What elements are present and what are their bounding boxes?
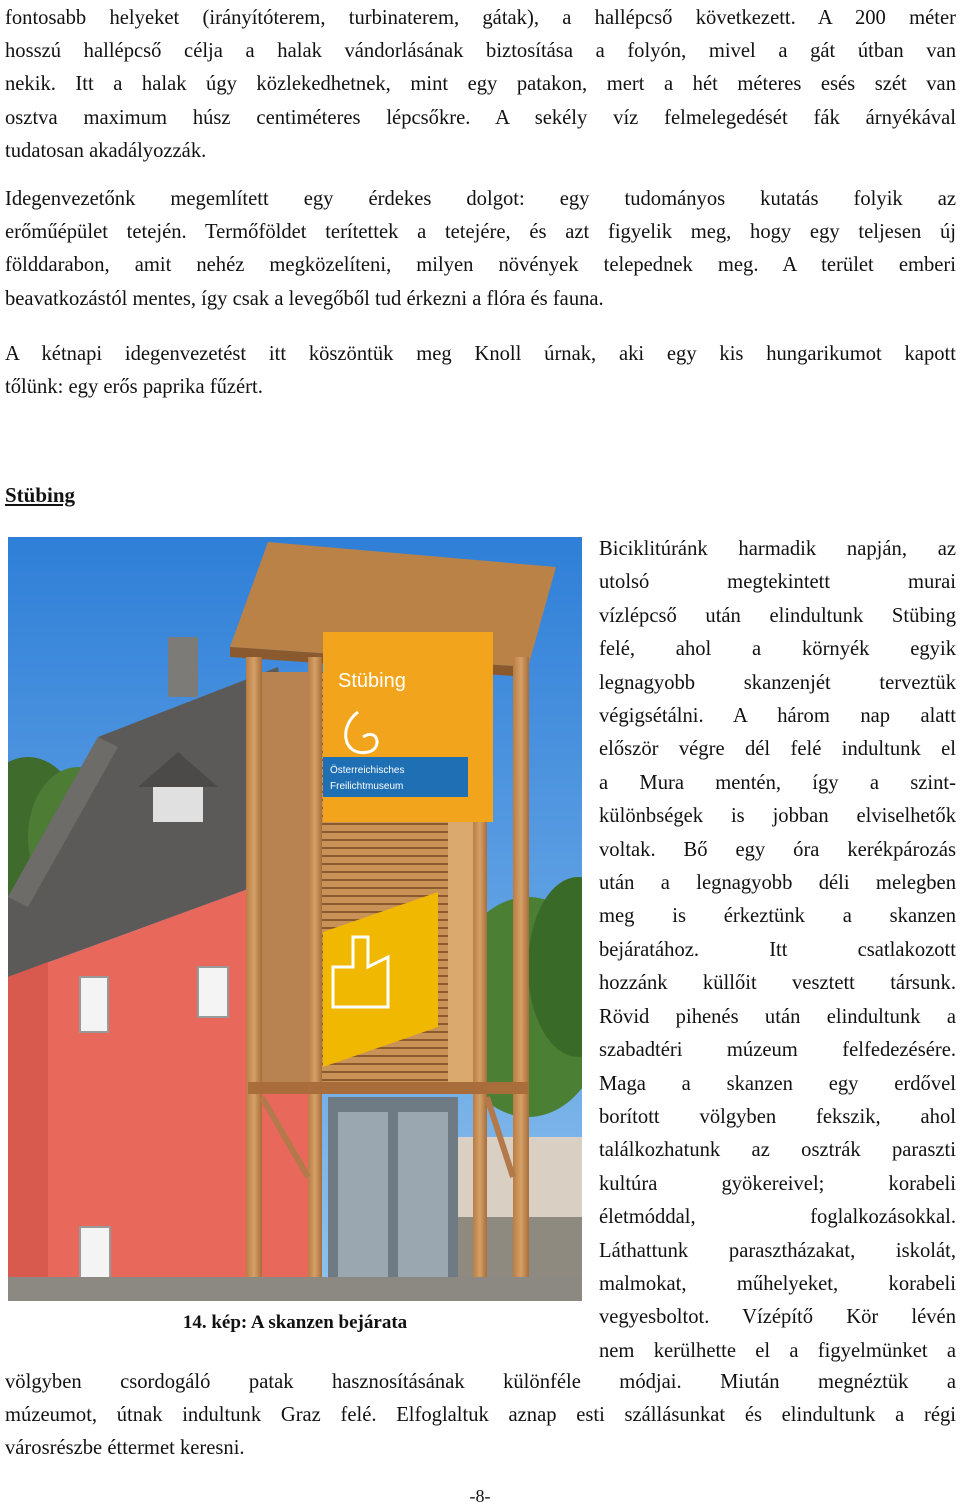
sign-subtext: Freilichtmuseum xyxy=(330,781,404,792)
text-line: vízlépcső után elindultunk Stübing xyxy=(599,604,956,627)
text-line: földdarabon, amit nehéz megközelíteni, milyen növények telepednek meg. A terület emberi xyxy=(5,254,956,277)
sign-text: Stübing xyxy=(338,670,406,692)
text-line: hozzánk küllőit vesztett társunk. xyxy=(599,972,956,995)
text-line: a Mura mentén, így a szint- xyxy=(599,771,956,794)
text-line: voltak. Bő egy óra kerékpározás xyxy=(599,838,956,861)
text-line: Láthattunk parasztházakat, iskolát, xyxy=(599,1239,956,1262)
text-line: borított völgyben fekszik, ahol xyxy=(599,1105,956,1128)
text-line: találkozhatunk az osztrák paraszti xyxy=(599,1139,956,1162)
paragraph-research xyxy=(5,183,956,316)
text-line: tőlünk: egy erős paprika fűzért. xyxy=(5,376,263,399)
text-line: Biciklitúránk harmadik napján, az xyxy=(599,538,956,560)
text-line: erőműépület tetején. Termőföldet terítettek a tetejére, és azt figyelik meg, hogy egy teljesen új xyxy=(5,221,956,244)
text-line: nem kerülhette el a figyelmünket a xyxy=(599,1339,956,1362)
text-line: fontosabb helyeket (irányítóterem, turbinaterem, gátak), a hallépcső következett. A 200 méter xyxy=(5,7,956,29)
section-heading: Stübing xyxy=(5,483,76,507)
side-column-text xyxy=(599,533,956,1368)
paragraph-intro xyxy=(5,2,956,168)
photo-illustration xyxy=(8,537,582,1301)
paragraph-thanks xyxy=(5,338,956,404)
text-line: Idegenvezetőnk megemlített egy érdekes dolgot: egy tudományos kutatás folyik az xyxy=(5,188,956,210)
sign-subtext: Österreichisches xyxy=(330,765,405,776)
text-line: először végre dél felé indultunk el xyxy=(599,738,956,761)
text-line: osztva maximum húsz centiméteres lépcsőkre. A sekély víz felmelegedését fák árnyékával xyxy=(5,106,956,129)
text-line: kultúra gyökereivel; korabeli xyxy=(599,1172,956,1195)
text-line: felé, ahol a környék egyik xyxy=(599,638,956,661)
text-line: szabadtéri múzeum felfedezésére. xyxy=(599,1039,956,1062)
text-line: vegyesboltot. Vízépítő Kör lévén xyxy=(599,1306,956,1329)
text-line: nekik. Itt a halak úgy közlekedhetnek, mint egy patakon, mert a hét méteres esés szét van xyxy=(5,73,956,96)
text-line: legnagyobb skanzenjét terveztük xyxy=(599,671,956,694)
text-line: beavatkozástól mentes, így csak a levegőből tud érkezni a flóra és fauna. xyxy=(5,287,604,310)
figure-caption: 14. kép: A skanzen bejárata xyxy=(182,1312,408,1333)
text-line: malmokat, műhelyeket, korabeli xyxy=(599,1272,956,1295)
text-line: meg is érkeztünk a skanzen xyxy=(599,905,956,928)
text-line: A kétnapi idegenvezetést itt köszöntük meg Knoll úrnak, aki egy kis hungarikumot kapott xyxy=(5,343,956,365)
text-line: utolsó megtekintett murai xyxy=(599,571,956,594)
text-line: végigsétálni. A három nap alatt xyxy=(599,705,956,728)
text-line: bejáratához. Itt csatlakozott xyxy=(599,938,956,961)
museum-entrance-photo xyxy=(8,537,582,1301)
text-line: életmóddal, foglalkozásokkal. xyxy=(599,1206,956,1229)
text-line: városrészbe éttermet keresni. xyxy=(5,1437,245,1460)
text-line: különbségek is jobban elviselhetők xyxy=(599,805,956,828)
page-number: -8- xyxy=(469,1486,491,1506)
text-line: tudatosan akadályozzák. xyxy=(5,139,207,162)
text-line: völgyben csordogáló patak hasznosításának különféle módjai. Miután megnéztük a xyxy=(5,1371,956,1393)
text-line: hosszú hallépcső célja a halak vándorlásának biztosítása a folyón, mivel a gát útban van xyxy=(5,40,956,63)
text-line: Rövid pihenés után elindultunk a xyxy=(599,1005,956,1028)
text-line: múzeumot, útnak indultunk Graz felé. Elfoglaltuk aznap esti szállásunkat és elindultunk a régi xyxy=(5,1404,956,1427)
text-line: Maga a skanzen egy erdővel xyxy=(599,1072,956,1095)
paragraph-tail xyxy=(5,1366,956,1466)
text-line: után a legnagyobb déli melegben xyxy=(599,872,956,895)
